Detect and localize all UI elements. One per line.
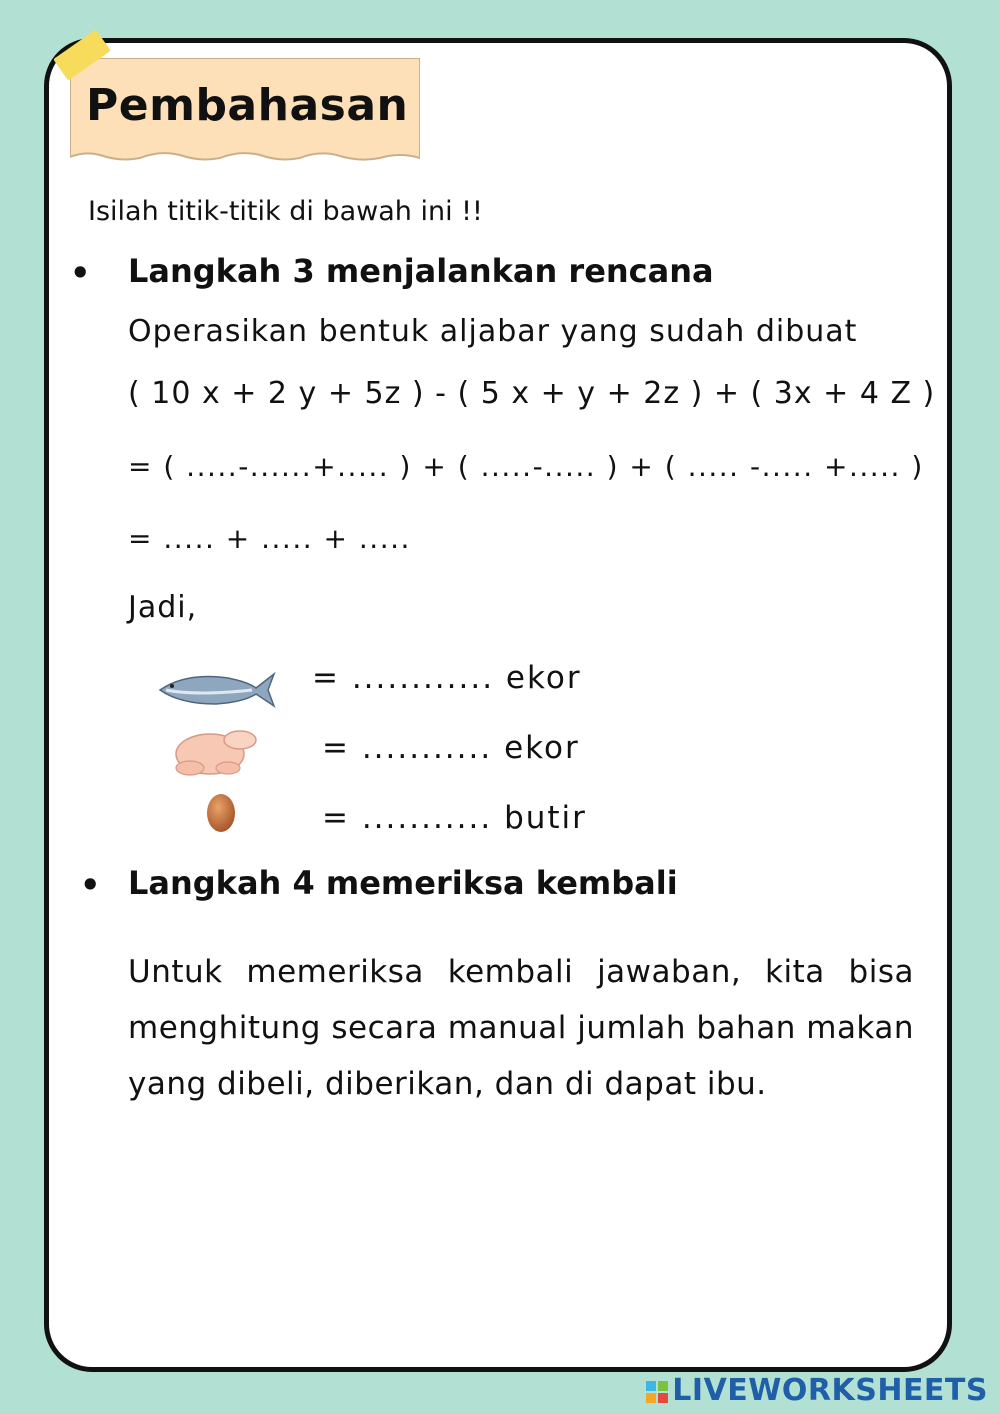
- step3-conclusion: Jadi,: [128, 590, 198, 625]
- step3-expression: ( 10 x + 2 y + 5z ) - ( 5 x + y + 2z ) + ( 3x + 4 Z ): [128, 376, 936, 411]
- egg-icon: [204, 790, 238, 834]
- step3-line2: = ..... + ..... + .....: [128, 522, 411, 555]
- liveworksheets-logo: [646, 1373, 988, 1408]
- bullet-step3: •: [70, 254, 91, 292]
- step3-text: Operasikan bentuk aljabar yang sudah dibuat: [128, 314, 858, 349]
- step3-line1: = ( .....-......+..... ) + ( .....-..... ) + ( ..... -..... +..... ): [128, 450, 924, 483]
- fish-icon: [156, 668, 278, 710]
- logo-icon: [646, 1381, 668, 1403]
- chicken-icon: [170, 722, 262, 778]
- instruction-text: Isilah titik-titik di bawah ini !!: [88, 196, 483, 227]
- brand-text: LIVEWORKSHEETS: [672, 1373, 988, 1408]
- step3-heading: Langkah 3 menjalankan rencana: [128, 252, 714, 290]
- step4-paragraph: Untuk memeriksa kembali jawaban, kita bisa menghitung secara manual jumlah bahan makan yang dibeli, diberikan, dan di dapat ibu.: [128, 954, 914, 1102]
- answer-chicken: = ........... ekor: [322, 730, 580, 766]
- step4-heading: Langkah 4 memeriksa kembali: [128, 864, 678, 902]
- answer-fish: = ............ ekor: [312, 660, 582, 696]
- answer-egg: = ........... butir: [322, 800, 587, 836]
- page-title: Pembahasan: [86, 80, 409, 131]
- bullet-step4: •: [80, 866, 101, 904]
